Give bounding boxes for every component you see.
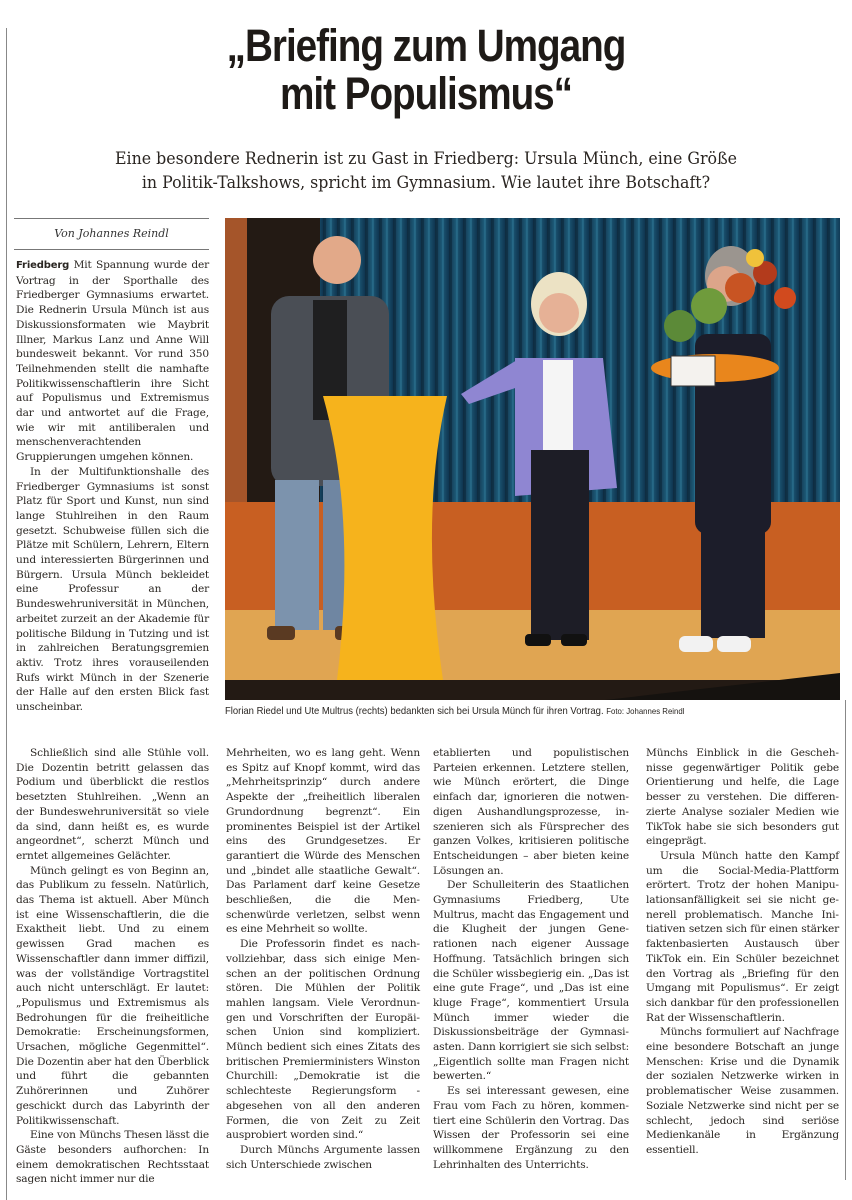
paragraph: Eine von Münchs Thesen lässt die Gäste besonders aufhorchen: In einem demokratischen Rechtsstaat sagen nicht immer nur die: [16, 1129, 209, 1186]
headline-line-1: „Briefing zum Umgang: [226, 20, 626, 71]
text-column-2: [226, 746, 420, 1172]
paragraph: Mehrheiten, wo es lang geht. Wenn es Spitz auf Knopf kommt, wird das „Mehrheitsprinzip“ durch andere Aspekte der „freiheitlich liberalen Grundordnung begrenzt“. Ein prominentes Beispiel ist der Artikel eins des Grundgesetzes. Er garantiert die Würde des Menschen und „bindet alle staatliche Gewalt“. Das Parlament darf keine Gesetze beschließen, die die Menschenwürde verletzen, selbst wenn es eine Mehrheit so wollte.: [226, 747, 420, 936]
text-column-4: [646, 746, 839, 1158]
photo-caption: [225, 704, 795, 719]
text-column-1-bottom: [16, 746, 209, 1187]
paragraph: Ursula Münch hatte den Kampf um die Social-Media-Plattform erörtert. Trotz der hohen Manipulationsanfälligkeit sei sie nicht generell problematisch. Manche Initiativen setzen sich für einen stärker faktenbasierten Austausch über TikTok ein. Ein Schüler bezeichnet den Vortrag als „Briefing für den Umgang mit Populismus“. Er zeigt sich dankbar für den professionellen Rat der Wissenschaftlerin.: [646, 849, 839, 1024]
paragraph: Münch gelingt es von Beginn an, das Publikum zu fesseln. Natürlich, das Thema ist aktuell. Aber Münch ist eine Wissenschaftlerin, die die Exaktheit liebt. Und zu einem gewissen Grad machen es Wissenschaftler dann immer diffizil, was der vollständige Vortragstitel auch nicht unterschlägt. Er lautet: „Populismus und Extremismus als Bedrohungen für die freiheitliche Demokratie: Erscheinungsformen, Ursachen, mögliche Gegenmittel“. Die Dozentin aber hat den Überblick und führt die gebannten Zuhörerinnen und Zuhörer geschickt durch das Labyrinth der Politikwissenschaft.: [16, 864, 209, 1127]
article-photo: [225, 218, 840, 700]
paragraph: Schließlich sind alle Stühle voll. Die Dozentin betritt gelassen das Podium und überblickt die restlos besetzten Stuhlreihen. „Wenn an der Bundeswehruniversität so viele da sind, dann heißt es, es wurde angeordnet“, scherzt Münch und erntet allgemeines Gelächter.: [16, 747, 209, 862]
paragraph: Münchs Einblick in die Geschehnisse gegenwärtiger Politik gebe Orientierung und helfe, die Lage besser zu verstehen. Die differenzierte Analyse sozialer Medien wie TikTok habe sie sich besonders gut eingeprägt.: [646, 747, 839, 848]
subhead-line-1: Eine besondere Rednerin ist zu Gast in Friedberg: Ursula Münch, eine Größe: [114, 149, 737, 169]
paragraph: In der Multifunktionshalle des Friedberger Gymnasiums ist sonst Platz für Sport und Kunst, nun sind lange Stuhlreihen in den Raum gesetzt. Schubweise füllen sich die Plätze mit Schülern, Lehrern, Eltern und interessierten Bürgerinnen und Bürgern. Ursula Münch bekleidet eine Professur an der Bundeswehruniversität in München, arbeitet zurzeit an der Akademie für politische Bildung in Tutzing und ist in zahlreichen Beratungsgremien aktiv. Trotz ihres vorauseilenden Rufs wirkt Münch in der Szenerie der Halle auf den ersten Blick fast unscheinbar.: [16, 465, 209, 714]
headline-line-2: mit Populismus“: [279, 68, 572, 119]
paragraph: Durch Münchs Argumente lassen sich Unterschiede zwischen: [226, 1143, 420, 1171]
dateline: Friedberg: [16, 260, 70, 271]
paragraph-text: Mit Spannung wurde der Vortrag in der Sporthalle des Friedberger Gymnasiums erwartet. Die Rednerin Ursula Münch ist aus Diskussionsformaten wie Maybrit Illner, Markus Lanz und Anne Will bundesweit bekannt. Vor rund 350 Teilnehmenden stellt die namhafte Politikwissenschaftlerin ihre Sicht auf Populismus und Extremismus dar und antwortet auf die Frage, wie wir mit antiliberalen und menschenverachtenden Gruppierungen umgehen können.: [16, 259, 210, 464]
photo-credit: Foto: Johannes Reindl: [606, 706, 685, 716]
paragraph: Münchs formuliert auf Nachfrage eine besondere Botschaft an junge Menschen: Krise und die Dynamik der sozialen Netzwerke wirken in problematischer Weise zusammen. Soziale Netzwerke sind nicht per se schlecht, jedoch sind seriöse Medienkanäle in Ergänzung essentiell.: [646, 1026, 839, 1156]
subheadline: [67, 147, 785, 195]
paragraph: Die Professorin findet es nachvollziehbar, dass sich einige Menschen an der politischen Ordnung stören. Die Mühlen der Politik mahlen langsam. Viele Verordnungen und Vorschriften der Europäischen Union sind kompliziert. Münch bedient sich eines Zitats des britischen Premierministers Winston Churchill: „Demokratie ist die schlechteste Regierungsform - abgesehen von all den anderen Formen, die von Zeit zu Zeit ausprobiert worden sind.“: [226, 938, 420, 1142]
subhead-line-2: in Politik-Talkshows, spricht im Gymnasium. Wie lautet ihre Botschaft?: [141, 173, 711, 193]
text-column-3: [433, 746, 629, 1172]
paragraph: [16, 258, 209, 465]
stage-photo-illustration: [225, 218, 840, 700]
column-rule-right: [845, 700, 846, 1180]
wood-frame: [225, 218, 247, 508]
paragraph: Es sei interessant gewesen, eine Frau vom Fach zu hören, kommentiert eine Schülerin den Vortrag. Das Wissen der Professorin sei eine willkommene Ergänzung zu den Lehrinhalten des Unterrichts.: [433, 1085, 629, 1171]
column-rule-left: [6, 28, 7, 1200]
paragraph: etablierten und populistischen Parteien erkennen. Letztere stellen, wie Münch erörtert, die Dinge einfach dar, ignorieren die notwendigen Aushandlungsprozesse, inszenieren sich als Fürsprecher des ganzen Volkes, kritisieren politische Entscheidungen – aber bieten keine Lösungen an.: [433, 747, 629, 877]
text-column-1-top: [16, 258, 209, 715]
headline: [60, 22, 793, 118]
paragraph: Der Schulleiterin des Staatlichen Gymnasiums Friedberg, Ute Multrus, macht das Engagement und die Klugheit der jungen Generationen nach eigener Aussage Hoffnung. Tatsächlich bringen sich die Schüler wissbegierig ein. „Das ist eine gute Frage“, und „Das ist eine kluge Frage“, kommentiert Ursula Münch immer wieder die Diskussionsbeiträge der Gymnasiasten. Dann korrigiert sie sich selbst: „Eigentlich sollte man Fragen nicht bewerten.“: [433, 879, 629, 1083]
byline: Von Johannes Reindl: [14, 218, 209, 250]
caption-text: Florian Riedel und Ute Multrus (rechts) bedankten sich bei Ursula Münch für ihren Vortrag.: [225, 706, 604, 717]
